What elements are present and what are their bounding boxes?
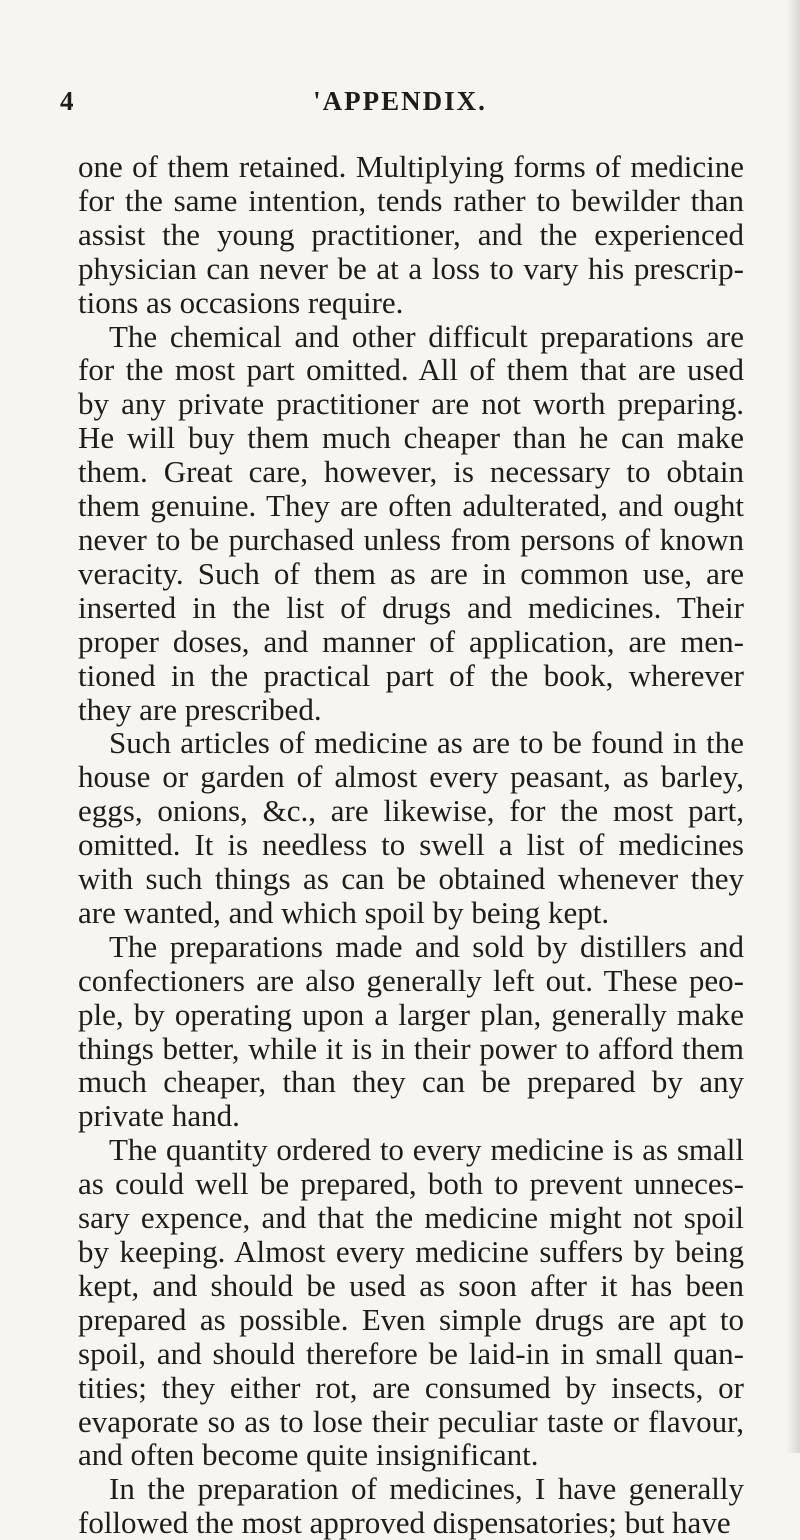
paragraph-4: The preparations made and sold by distillers and confectioners are also generally left out. These people, by operating upon a larger plan, generally make things better, while it is in their power to afford them much cheaper, than they can be prepared by any private hand. xyxy=(78,928,744,1134)
paragraph-5: The quantity ordered to every medicine is as small as could well be prepared, both to prevent unnecessary expence, and that the medicine might not spoil by keeping. Almost every medicine suffers by being kept, and should be used as soon after it has been prepared as possible. Even simple drugs are apt to spoil, and should therefore be laid-in in small quantities; they either rot, are consumed by insects, or evaporate so as to lose their peculiar taste or flavour, and often become quite insignificant. xyxy=(78,1132,744,1473)
body-text xyxy=(78,150,744,1540)
paragraph-2: The chemical and other difficult preparations are for the most part omitted. All of them that are used by any private practitioner are not worth preparing. He will buy them much cheaper than he can make them. Great care, however, is necessary to obtain them genuine. They are often adulterated, and ought never to be purchased unless from persons of known veracity. Such of them as are in common use, are inserted in the list of drugs and medicines. Their proper doses, and manner of application, are mentioned in the practical part of the book, wherever they are prescribed. xyxy=(78,318,744,727)
paragraph-1: one of them retained. Multiplying forms of medicine for the same intention, tends rather to bewilder than assist the young practitioner, and the experienced physician can never be at a loss to vary his prescriptions as occasions require. xyxy=(78,149,744,320)
paragraph-3: Such articles of medicine as are to be found in the house or garden of almost every peasant, as barley, eggs, onions, &c., are likewise, for the most part, omitted. It is needless to swell a list of medicines with such things as can be obtained whenever they are wanted, and which spoil by being kept. xyxy=(78,725,744,930)
paragraph-6: In the preparation of medicines, I have generally followed the most approved dispensatories; but have xyxy=(78,1471,744,1540)
running-head: 'APPENDIX. xyxy=(313,86,487,116)
page-edge-shadow xyxy=(786,0,800,1453)
page-header xyxy=(60,86,740,126)
page-number: 4 xyxy=(60,86,75,116)
